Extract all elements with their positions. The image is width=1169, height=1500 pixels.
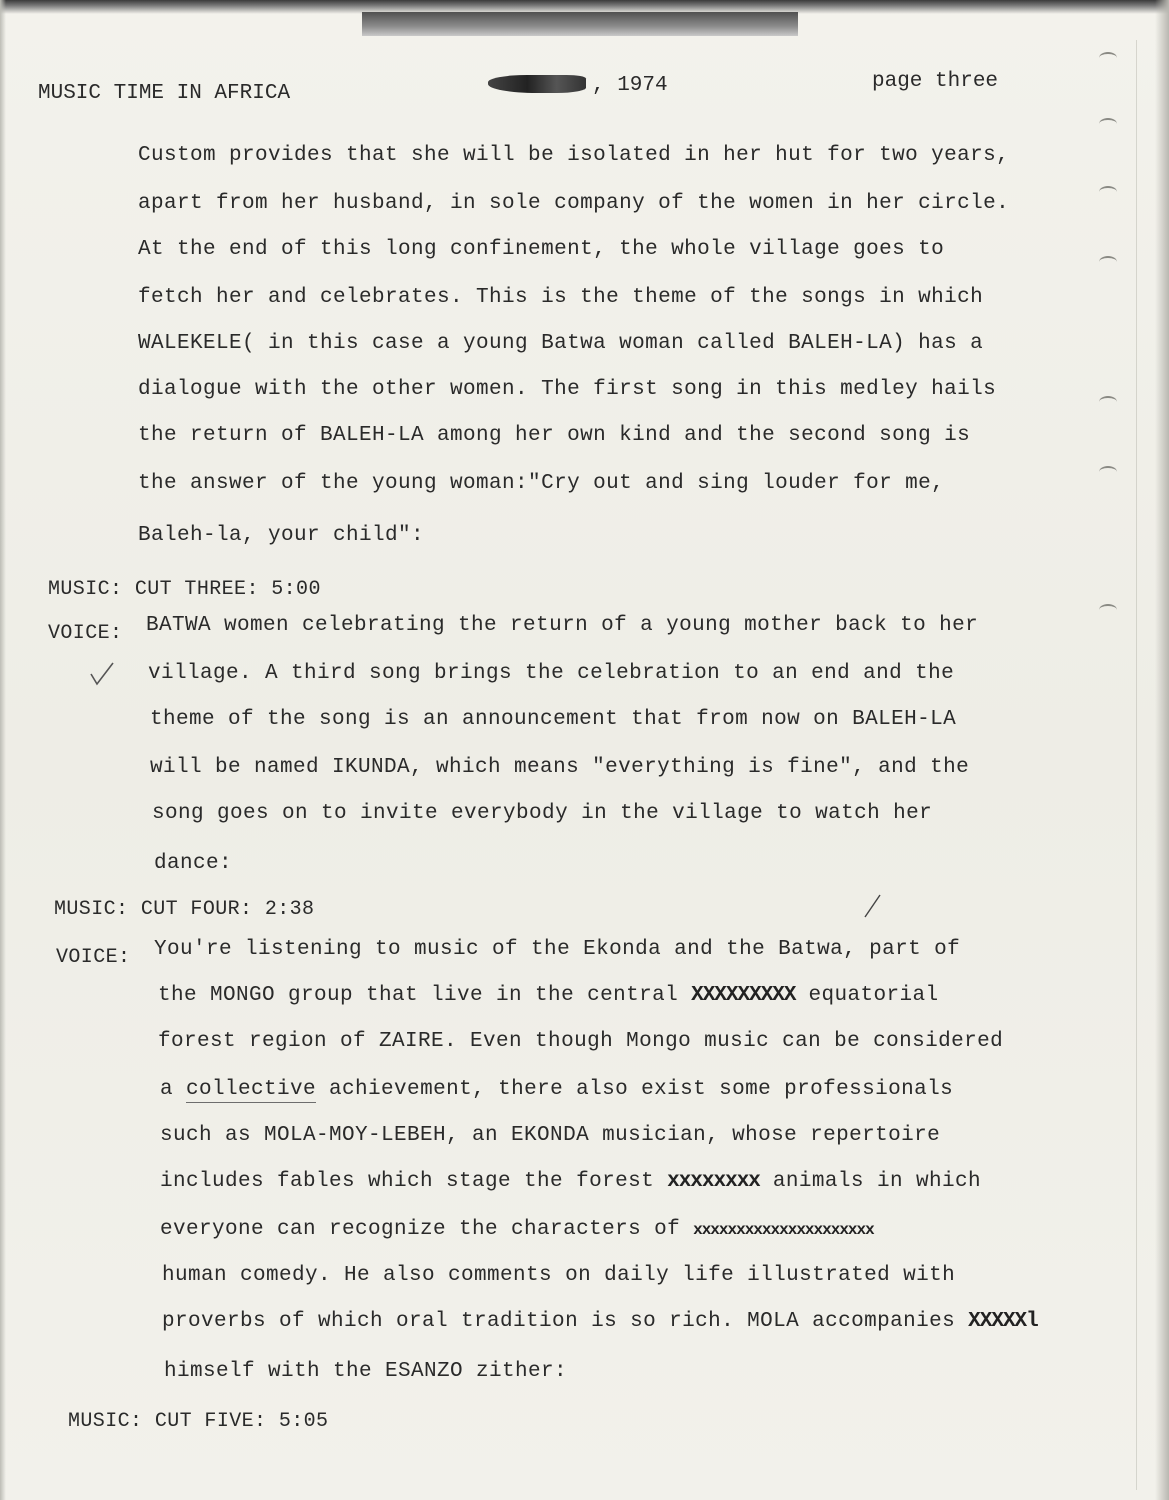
text-line: village. A third song brings the celebration to an end and the xyxy=(148,662,955,685)
text-line: theme of the song is an announcement that from now on BALEH-LA xyxy=(150,708,957,731)
cue-label: MUSIC: xyxy=(48,578,123,601)
pencil-mark-icon xyxy=(862,893,882,919)
page-left-edge xyxy=(0,0,6,1500)
text-line: apart from her husband, in sole company of the women in her circle. xyxy=(138,192,1010,215)
text-line: song goes on to invite everybody in the village to watch her xyxy=(152,802,933,825)
text-line: Custom provides that she will be isolated in her hut for two years, xyxy=(138,144,1010,167)
page-header xyxy=(0,70,1169,108)
redacted-month xyxy=(488,75,586,93)
text-line xyxy=(160,1078,953,1101)
text-line: You're listening to music of the Ekonda and the Batwa, part of xyxy=(154,938,961,961)
text-segment: achievement, there also exist some professionals xyxy=(316,1078,954,1101)
text-line: the answer of the young woman:"Cry out and sing louder for me, xyxy=(138,472,945,495)
binder-hole-mark xyxy=(1099,52,1117,64)
page-number: page three xyxy=(872,70,999,93)
cue-text: CUT FOUR: 2:38 xyxy=(140,898,315,921)
text-line: BATWA women celebrating the return of a young mother back to her xyxy=(146,614,979,637)
cue-text: CUT FIVE: 5:05 xyxy=(154,1410,329,1433)
text-line: At the end of this long confinement, the whole village goes to xyxy=(138,238,945,261)
text-line xyxy=(158,984,939,1007)
program-title: MUSIC TIME IN AFRICA xyxy=(38,82,291,105)
voice-label: VOICE: xyxy=(56,946,131,969)
text-line: fetch her and celebrates. This is the theme of the songs in which xyxy=(138,286,984,309)
struck-out-text: xxxxxxxxxxxxxxxxxxxxx xyxy=(693,1221,874,1239)
binder-hole-mark xyxy=(1099,396,1117,408)
text-line: human comedy. He also comments on daily life illustrated with xyxy=(162,1264,956,1287)
cue-text: CUT THREE: 5:00 xyxy=(134,578,321,601)
text-line: Baleh-la, your child": xyxy=(138,524,425,547)
header-date xyxy=(488,74,668,97)
binder-hole-mark xyxy=(1099,256,1117,268)
text-segment: the MONGO group that live in the central xyxy=(158,984,692,1007)
struck-out-text: XXXXXl xyxy=(968,1310,1038,1333)
text-line xyxy=(162,1310,1038,1333)
text-segment: equatorial xyxy=(795,984,939,1007)
header-date-text: , 1974 xyxy=(592,74,668,97)
text-line: the return of BALEH-LA among her own kind and the second song is xyxy=(138,424,971,447)
text-segment: a xyxy=(160,1078,187,1101)
text-line xyxy=(160,1218,874,1241)
text-segment: everyone can recognize the characters of xyxy=(160,1218,694,1241)
cue-label: MUSIC: xyxy=(54,898,129,921)
text-segment: proverbs of which oral tradition is so rich. MOLA accompanies xyxy=(162,1310,969,1333)
fold-line xyxy=(1136,40,1137,1490)
text-line: dance: xyxy=(154,852,233,875)
text-line: such as MOLA-MOY-LEBEH, an EKONDA musician, whose repertoire xyxy=(160,1124,941,1147)
binder-hole-mark xyxy=(1099,186,1117,198)
underlined-word: collective xyxy=(186,1078,317,1101)
text-line: himself with the ESANZO zither: xyxy=(164,1360,568,1383)
music-cue xyxy=(54,898,314,921)
binder-hole-mark xyxy=(1099,118,1117,130)
binder-hole-mark xyxy=(1099,604,1117,616)
checkmark-icon xyxy=(88,660,116,688)
text-line: forest region of ZAIRE. Even though Mongo music can be considered xyxy=(158,1030,1004,1053)
music-cue xyxy=(48,578,321,601)
text-line: will be named IKUNDA, which means "everything is fine", and the xyxy=(150,756,970,779)
voice-label: VOICE: xyxy=(48,622,123,645)
text-segment: animals in which xyxy=(759,1170,981,1193)
page-right-edge xyxy=(1155,0,1169,1500)
text-line: dialogue with the other women. The first song in this medley hails xyxy=(138,378,997,401)
struck-out-text: xxxxxxxx xyxy=(667,1170,760,1193)
binder-hole-mark xyxy=(1099,466,1117,478)
cue-label: MUSIC: xyxy=(68,1410,143,1433)
text-line: WALEKELE( in this case a young Batwa woman called BALEH-LA) has a xyxy=(138,332,984,355)
music-cue xyxy=(68,1410,328,1433)
text-line xyxy=(160,1170,981,1193)
tape-strip xyxy=(362,12,798,36)
text-segment: includes fables which stage the forest xyxy=(160,1170,668,1193)
struck-out-text: XXXXXXXXX xyxy=(691,984,796,1007)
